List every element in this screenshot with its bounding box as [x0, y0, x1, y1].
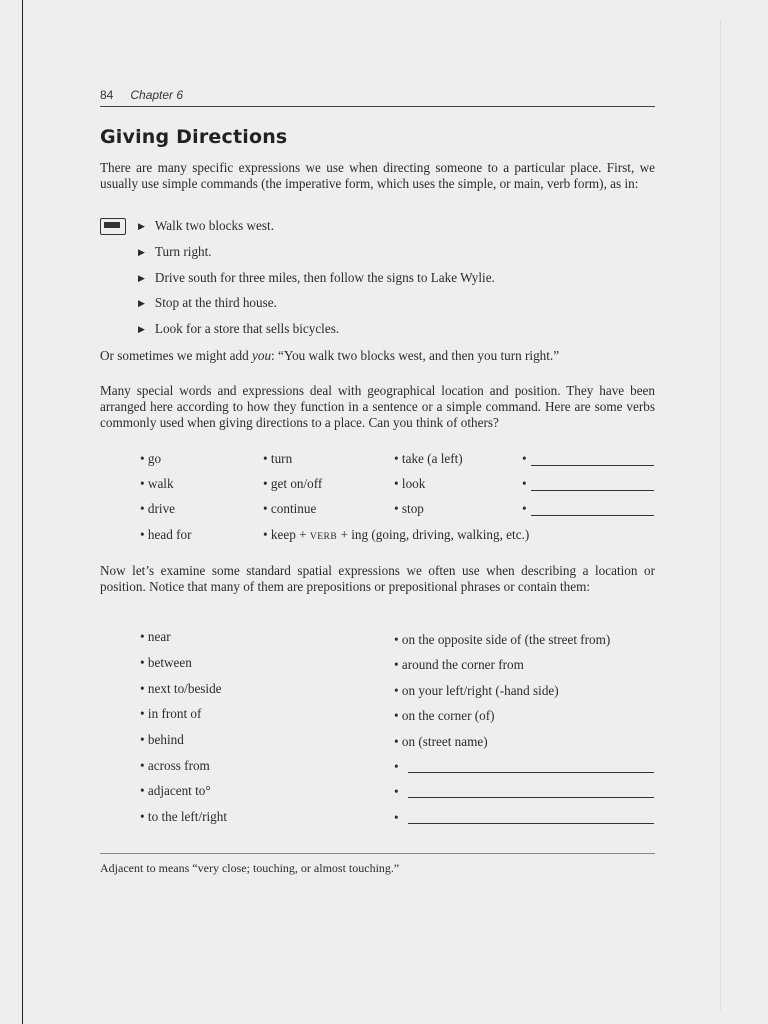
blank-bullet: •: [394, 784, 399, 799]
spatial-item: • in front of: [140, 706, 202, 721]
verb-item: • go: [140, 451, 162, 466]
triangle-bullet-icon: ▶: [138, 273, 145, 283]
spatial-item: • behind: [140, 732, 184, 747]
example-item: ▶ Look for a store that sells bicycles.: [138, 321, 340, 336]
triangle-bullet-icon: ▶: [138, 221, 145, 231]
verb-item: • get on/off: [263, 476, 323, 491]
example-item: ▶ Turn right.: [138, 244, 212, 259]
triangle-bullet-icon: ▶: [138, 298, 145, 308]
blank-bullet: •: [522, 451, 527, 466]
running-head: [100, 88, 655, 103]
spatial-item: • on (street name): [394, 734, 488, 749]
intro-paragraph: There are many specific expressions we use when directing someone to a particular place. First, we usually use simple commands (the imperative form, which uses the simple, or main, verb form), as in:: [100, 160, 655, 191]
blank-bullet: •: [394, 759, 399, 774]
example-item: ▶ Drive south for three miles, then follow the signs to Lake Wylie.: [138, 270, 495, 285]
verb-item: • continue: [263, 501, 317, 516]
fill-in-blank[interactable]: [531, 515, 654, 516]
verb-item: • head for: [140, 527, 192, 542]
footnote: Adjacent to means “very close; touching, or almost touching.”: [100, 861, 400, 875]
triangle-bullet-icon: ▶: [138, 324, 145, 334]
many-special-paragraph: Many special words and expressions deal with geographical location and position. They have been arranged here according to how they function in a sentence or a simple command. Here are some verbs commonly used when giving directions to a place. Can you think of others?: [100, 383, 655, 430]
now-lets-paragraph: Now let’s examine some standard spatial expressions we often use when describing a location or position. Notice that many of them are prepositions or prepositional phrases or contain them:: [100, 563, 655, 594]
cassette-icon: [100, 218, 126, 235]
fill-in-blank[interactable]: [408, 772, 654, 773]
blank-bullet: •: [522, 476, 527, 491]
page-edge-shadow: [22, 0, 23, 1024]
spatial-item: • on the opposite side of (the street from): [394, 632, 611, 647]
fill-in-blank[interactable]: [531, 490, 654, 491]
verb-item: • look: [394, 476, 426, 491]
verb-item: • turn: [263, 451, 293, 466]
section-title: Giving Directions: [100, 126, 288, 148]
spatial-item: • next to/beside: [140, 681, 222, 696]
fill-in-blank[interactable]: [408, 823, 654, 824]
example-item: ▶ Stop at the third house.: [138, 295, 277, 310]
keep-verb-ing-item: • keep + VERB + ing (going, driving, walking, etc.): [263, 527, 530, 542]
page-edge-faint: [720, 20, 721, 1010]
header-rule: [100, 106, 655, 107]
spatial-item: • adjacent to°: [140, 783, 211, 798]
spatial-item: • across from: [140, 758, 210, 773]
blank-bullet: •: [522, 501, 527, 516]
spatial-item: • around the corner from: [394, 657, 524, 672]
verb-item: • stop: [394, 501, 424, 516]
verb-item: • take (a left): [394, 451, 463, 466]
spatial-item: • on the corner (of): [394, 708, 495, 723]
verb-item: • drive: [140, 501, 176, 516]
spatial-item: • between: [140, 655, 192, 670]
fill-in-blank[interactable]: [531, 465, 654, 466]
blank-bullet: •: [394, 810, 399, 825]
page-number: 84: [100, 88, 114, 102]
chapter-label: Chapter 6: [130, 88, 184, 102]
spatial-item: • on your left/right (-hand side): [394, 683, 559, 698]
spatial-item: • to the left/right: [140, 809, 228, 824]
spatial-item: • near: [140, 629, 171, 644]
verb-item: • walk: [140, 476, 174, 491]
or-sometimes-paragraph: Or sometimes we might add you: “You walk two blocks west, and then you turn right.”: [100, 348, 560, 363]
fill-in-blank[interactable]: [408, 797, 654, 798]
example-item: ▶ Walk two blocks west.: [138, 218, 274, 233]
triangle-bullet-icon: ▶: [138, 247, 145, 257]
footnote-rule: [100, 853, 655, 854]
